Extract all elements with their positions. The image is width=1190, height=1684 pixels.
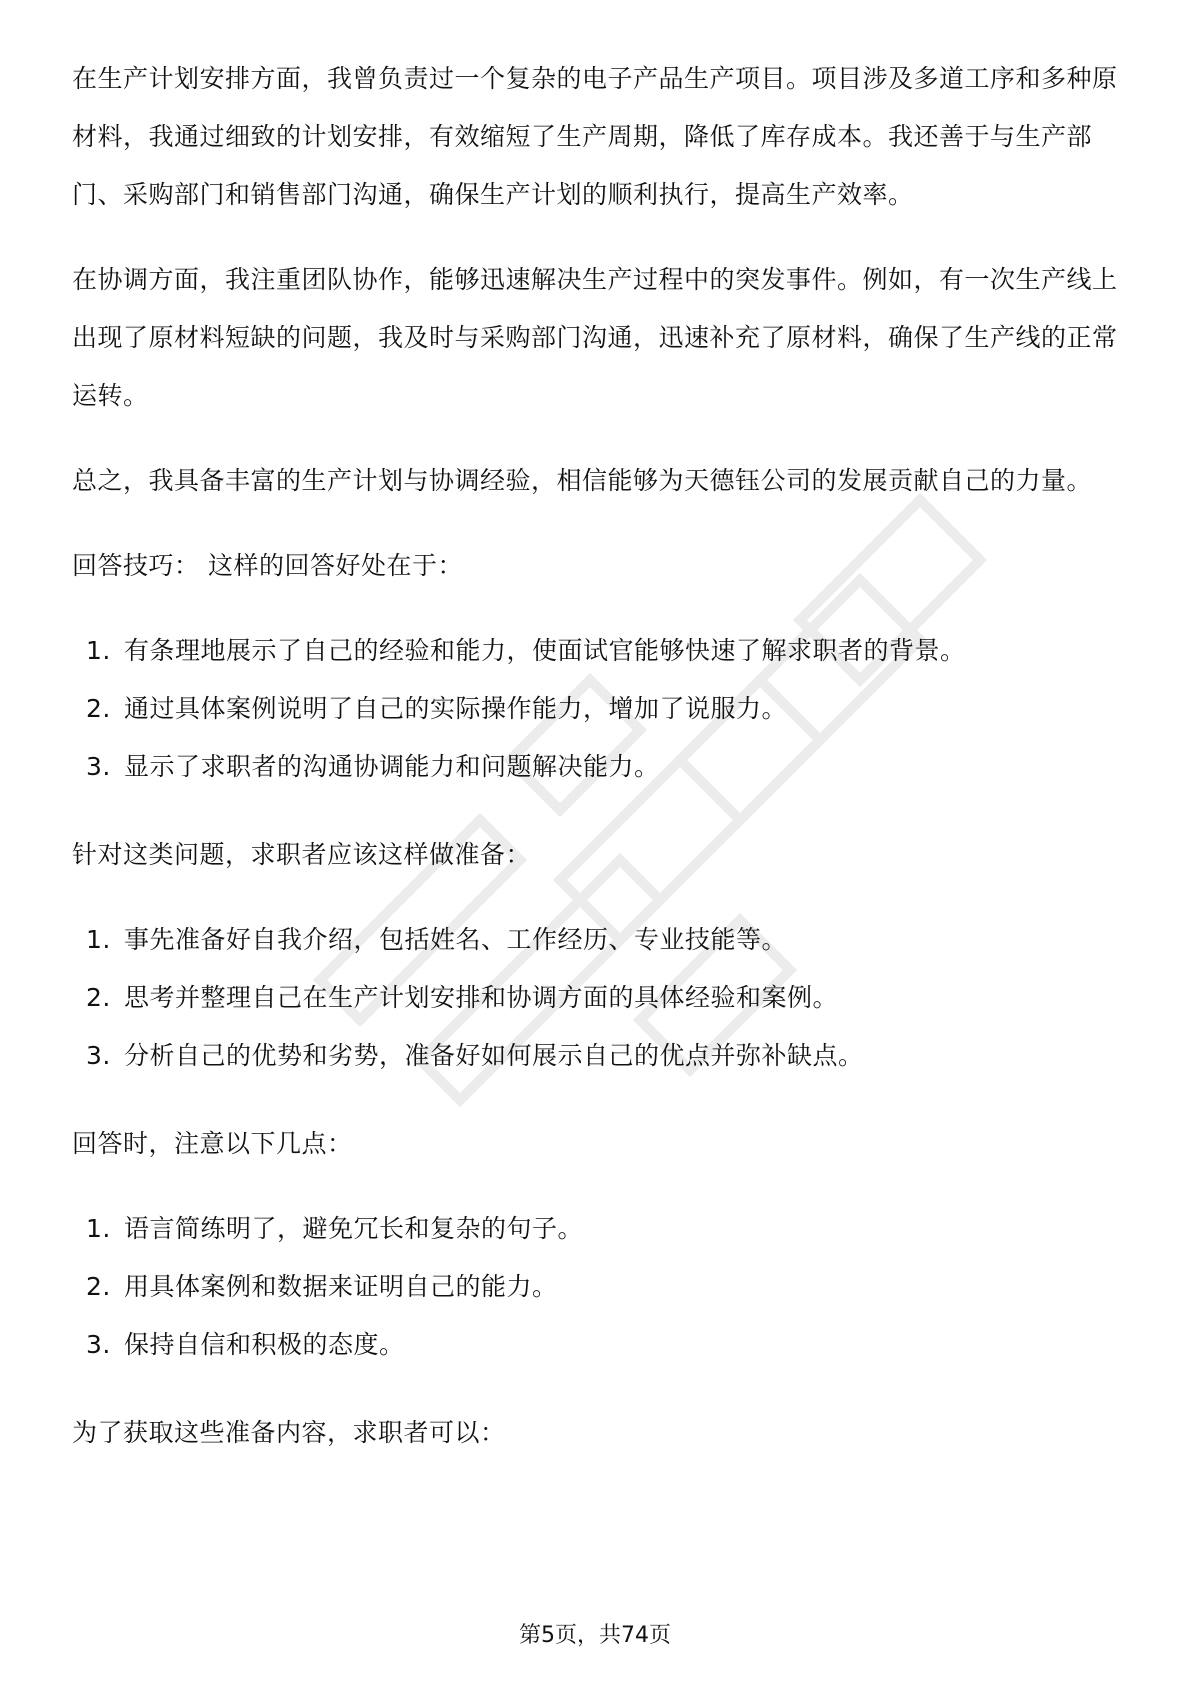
- heading-notes: 回答时，注意以下几点：: [72, 1129, 353, 1158]
- paragraph-summary: 总之，我具备丰富的生产计划与协调经验，相信能够为天德钰公司的发展贡献自己的力量。: [72, 466, 1093, 495]
- list-text: 用具体案例和数据来证明自己的能力。: [124, 1272, 558, 1301]
- list-text: 通过具体案例说明了自己的实际操作能力，增加了说服力。: [124, 694, 788, 723]
- list-number: 2.: [86, 694, 111, 723]
- list-item: [72, 1258, 1122, 1316]
- list-number: 3.: [86, 1330, 111, 1359]
- list-item: [72, 622, 1122, 680]
- list-text: 事先准备好自我介绍，包括姓名、工作经历、专业技能等。: [124, 925, 788, 954]
- page-footer: 第5页，共74页: [519, 1623, 671, 1648]
- list-number: 2.: [86, 983, 111, 1012]
- heading-obtain: 为了获取这些准备内容，求职者可以：: [72, 1418, 506, 1447]
- list-item: [72, 911, 1122, 969]
- paragraph-coordination: 在协调方面，我注重团队协作，能够迅速解决生产过程中的突发事件。例如，有一次生产线上出现了原材料短缺的问题，我及时与采购部门沟通，迅速补充了原材料，确保了生产线的正常运转。: [72, 265, 1118, 410]
- list-item: [72, 1316, 1122, 1374]
- list-number: 1.: [86, 925, 111, 954]
- list-text: 保持自信和积极的态度。: [124, 1330, 405, 1359]
- list-number: 1.: [86, 636, 111, 665]
- list-text: 显示了求职者的沟通协调能力和问题解决能力。: [124, 752, 660, 781]
- list-text: 语言简练明了，避免冗长和复杂的句子。: [124, 1214, 584, 1243]
- list-notes: [72, 1200, 1122, 1374]
- list-text: 分析自己的优势和劣势，准备好如何展示自己的优点并弥补缺点。: [124, 1041, 864, 1070]
- list-item: [72, 969, 1122, 1027]
- document-body: [72, 50, 1122, 1489]
- list-number: 3.: [86, 1041, 111, 1070]
- list-text: 有条理地展示了自己的经验和能力，使面试官能够快速了解求职者的背景。: [124, 636, 966, 665]
- list-preparation: [72, 911, 1122, 1085]
- heading-answer-tips: 回答技巧： 这样的回答好处在于：: [72, 551, 463, 580]
- heading-preparation: 针对这类问题，求职者应该这样做准备：: [72, 840, 532, 869]
- list-text: 思考并整理自己在生产计划安排和协调方面的具体经验和案例。: [124, 983, 839, 1012]
- list-number: 3.: [86, 752, 111, 781]
- list-item: [72, 1027, 1122, 1085]
- list-item: [72, 680, 1122, 738]
- list-number: 1.: [86, 1214, 111, 1243]
- paragraph-plan: 在生产计划安排方面，我曾负责过一个复杂的电子产品生产项目。项目涉及多道工序和多种原材料，我通过细致的计划安排，有效缩短了生产周期，降低了库存成本。我还善于与生产部门、采购部门和销售部门沟通，确保生产计划的顺利执行，提高生产效率。: [72, 64, 1118, 209]
- list-benefits: [72, 622, 1122, 796]
- list-item: [72, 1200, 1122, 1258]
- list-number: 2.: [86, 1272, 111, 1301]
- list-item: [72, 738, 1122, 796]
